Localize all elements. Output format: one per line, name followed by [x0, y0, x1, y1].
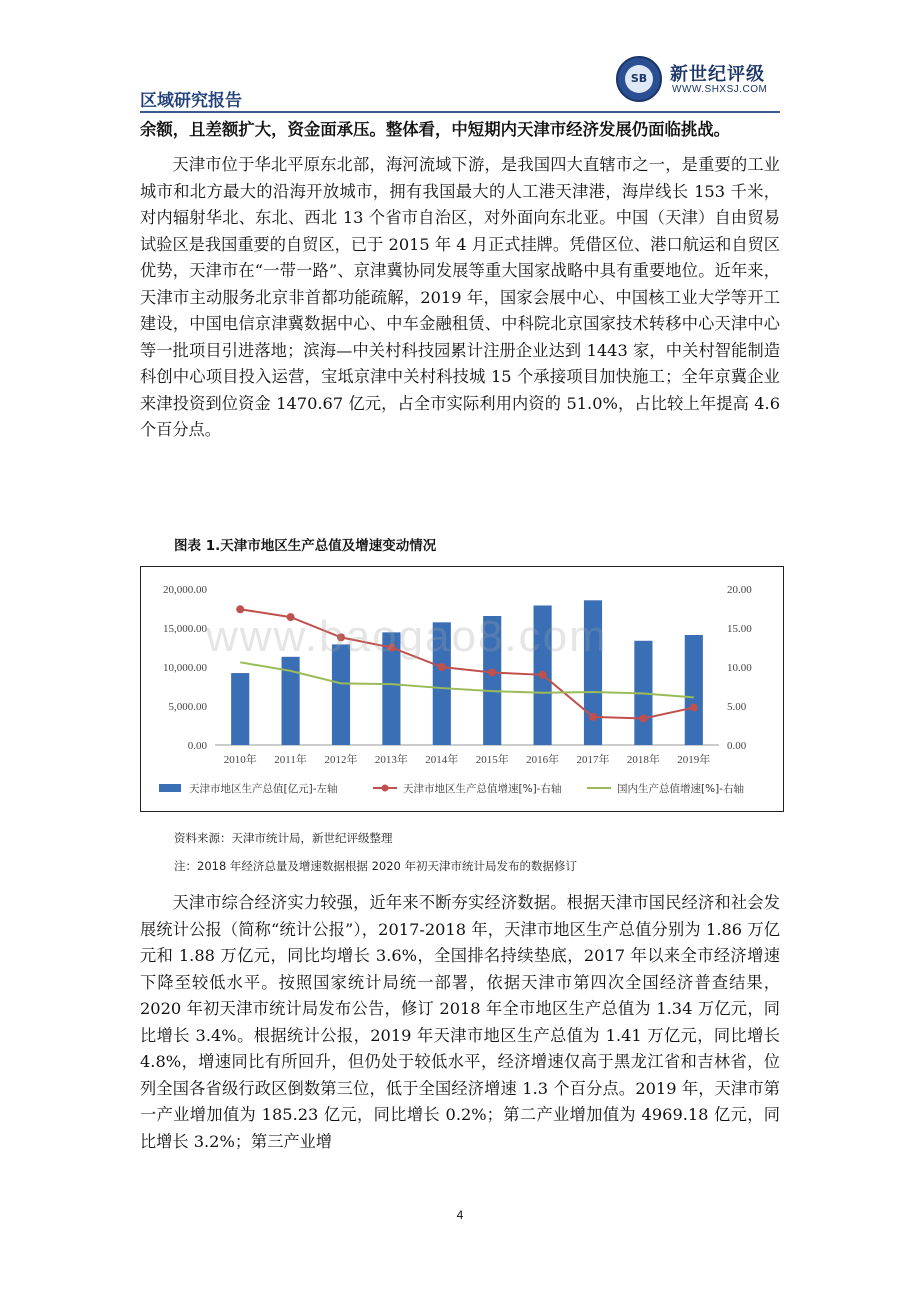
paragraph-1: 天津市位于华北平原东北部，海河流域下游，是我国四大直辖市之一，是重要的工业城市和北方最大的沿海开放城市，拥有我国最大的人工港天津港，海岸线长 153 千米，对内辐射华北、东北、西北 13 个省市自治区，对外面向东北亚。中国（天津）自由贸易试验区是我国重要的自贸区，已于 2015 年 4 月正式挂牌。凭借区位、港口航运和自贸区优势，天津市在“一带一路”、京津冀协同发展等重大国家战略中具有重要地位。近年来，天津市主动服务北京非首都功能疏解，2019 年，国家会展中心、中国核工业大学等开工建设，中国电信京津冀数据中心、中车金融租赁、中科院北京国家技术转移中心天津中心等一批项目引进落地；滨海—中关村科技园累计注册企业达到 1443 家，中关村智能制造科创中心项目投入运营，宝坻京津中关村科技城 15 个承接项目加快施工；全年京冀企业来津投资到位资金 1470.67 亿元，占全市实际利用内资的 51.0%，占比较上年提高 4.6 个百分点。	[140, 155, 780, 439]
legend-swatch-marker	[382, 785, 389, 792]
intro-bold-text: 余额，且差额扩大，资金面承压。整体看，中短期内天津市经济发展仍面临挑战。	[140, 120, 731, 139]
x-axis-tick-label: 2016年	[526, 754, 560, 766]
figure-title: 图表 1.天津市地区生产总值及增速变动情况	[174, 538, 437, 554]
right-axis-tick-label: 20.00	[727, 584, 752, 596]
x-axis-tick-label: 2013年	[374, 754, 408, 766]
logo-url: WWW.SHXSJ.COM	[672, 84, 768, 95]
legend-label: 国内生产总值增速[%]-右轴	[617, 783, 744, 795]
watermark-text: www.baogao8.com	[206, 612, 608, 661]
figure-source: 资料来源：天津市统计局，新世纪评级整理	[174, 831, 393, 845]
x-axis-tick-label: 2018年	[626, 754, 660, 766]
line-national-growth	[240, 662, 694, 697]
header-divider	[140, 111, 780, 113]
legend-swatch-bar	[159, 784, 181, 792]
company-logo	[616, 56, 784, 108]
point-tianjin-growth	[539, 671, 547, 679]
point-tianjin-growth	[438, 663, 446, 671]
x-axis-tick-label: 2019年	[677, 754, 711, 766]
right-axis-tick-label: 10.00	[727, 662, 752, 674]
point-tianjin-growth	[639, 714, 647, 722]
point-tianjin-growth	[690, 704, 698, 712]
x-axis-tick-label: 2011年	[274, 754, 307, 766]
x-axis-tick-label: 2015年	[475, 754, 509, 766]
chart-container	[140, 566, 784, 812]
logo-seal-icon: SB	[616, 56, 662, 102]
legend-label: 天津市地区生产总值增速[%]-右轴	[403, 783, 562, 795]
combo-chart	[141, 567, 783, 811]
right-axis-tick-label: 15.00	[727, 623, 752, 635]
legend-label: 天津市地区生产总值[亿元]-左轴	[189, 783, 338, 795]
section-title: 区域研究报告	[140, 91, 242, 111]
logo-name: 新世纪评级	[670, 64, 765, 85]
x-axis-tick-label: 2010年	[223, 754, 257, 766]
paragraph-2: 天津市综合经济实力较强，近年来不断夯实经济数据。根据天津市国民经济和社会发展统计公报（简称“统计公报”），2017-2018 年，天津市地区生产总值分别为 1.86 万亿元和 1.88 万亿元，同比均增长 3.6%，全国排名持续垫底，2017 年以来全市经济增速下降至较低水平。按照国家统计局统一部署，依据天津市第四次全国经济普查结果，2020 年初天津市统计局发布公告，修订 2018 年全市地区生产总值为 1.34 万亿元，同比增长 3.4%。根据统计公报，2019 年天津市地区生产总值为 1.41 万亿元，同比增长 4.8%，增速同比有所回升，但仍处于较低水平，经济增速仅高于黑龙江省和吉林省，位列全国各省级行政区倒数第三位，低于全国经济增速 1.3 个百分点。2019 年，天津市第一产业增加值为 185.23 亿元，同比增长 0.2%；第二产业增加值为 4969.18 亿元，同比增长 3.2%；第三产业增	[140, 893, 780, 1151]
point-tianjin-growth	[589, 713, 597, 721]
left-axis-tick-label: 15,000.00	[163, 623, 207, 635]
x-axis-tick-label: 2014年	[425, 754, 459, 766]
figure-note: 注：2018 年经济总量及增速数据根据 2020 年初天津市统计局发布的数据修订	[174, 859, 577, 873]
left-axis-tick-label: 10,000.00	[163, 662, 207, 674]
x-axis-tick-label: 2017年	[576, 754, 610, 766]
left-axis-tick-label: 5,000.00	[168, 701, 207, 713]
point-tianjin-growth	[488, 668, 496, 676]
left-axis-tick-label: 20,000.00	[163, 584, 207, 596]
left-axis-tick-label: 0.00	[187, 740, 207, 752]
x-axis-tick-label: 2012年	[324, 754, 358, 766]
page-number: 4	[456, 1208, 464, 1222]
right-axis-tick-label: 5.00	[727, 701, 747, 713]
right-axis-tick-label: 0.00	[727, 740, 747, 752]
bar-gdp	[231, 673, 249, 745]
bar-gdp	[685, 635, 703, 745]
